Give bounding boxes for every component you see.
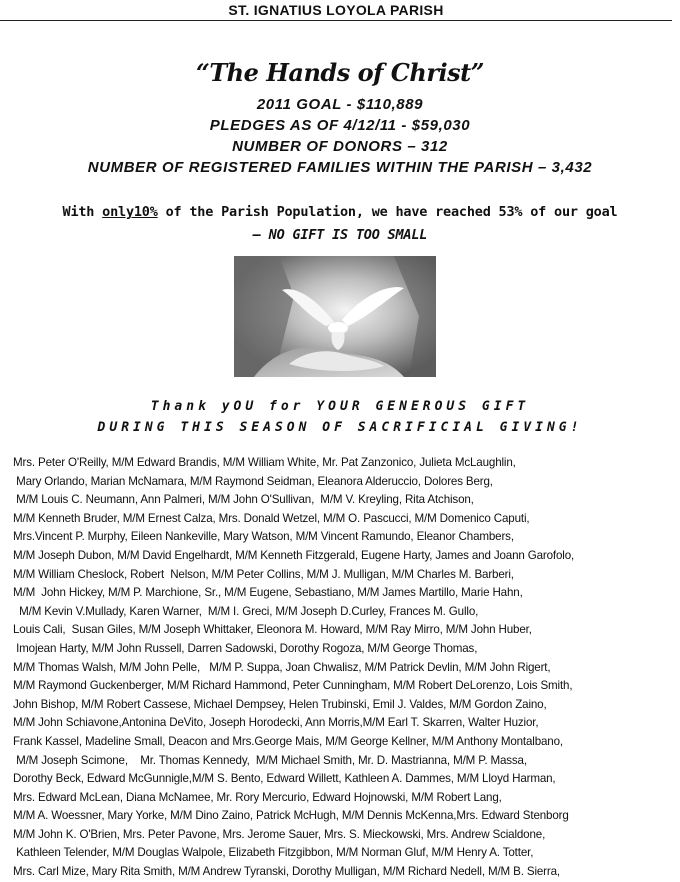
donor-line: Mary Orlando, Marian McNamara, M/M Raymond Seidman, Eleanora Alderuccio, Dolores Berg, [13,474,493,488]
donor-line: Kathleen Telender, M/M Douglas Walpole, Elizabeth Fitzgibbon, M/M Norman Gluf, M/M Henry A. Totter, [13,846,534,860]
donor-line: M/M Joseph Dubon, M/M David Engelhardt, M/M Kenneth Fitzgerald, Eugene Harty, James and Joann Garofolo, [13,548,575,562]
thank-you-line: Thank yOU for YOUR GENEROUS GIFT [150,399,530,414]
goal-line: 2011 GOAL - $110,889 [256,96,424,113]
donors-line: NUMBER OF DONORS – 312 [232,138,448,155]
donor-line: M/M Kevin V.Mullady, Karen Warner, M/M I. Greci, M/M Joseph D.Curley, Frances M. Gullo, [13,604,479,618]
thank-you-message [0,396,680,438]
dove-hands-graphic [234,256,436,377]
donor-line: Mrs.Vincent P. Murphy, Eileen Nankeville, Mary Watson, M/M Vincent Ramundo, Eleanor Chambers, [13,530,514,544]
reach-message [0,201,680,247]
donor-line: M/M Kenneth Bruder, M/M Ernest Calza, Mrs. Donald Wetzel, M/M O. Pascucci, M/M Domenico Caputi, [13,511,530,525]
donor-line: Frank Kassel, Madeline Small, Deacon and Mrs.George Mais, M/M George Kellner, M/M Anthony Montalbano, [13,734,563,748]
donor-line: M/M John Hickey, M/M P. Marchione, Sr., M/M Eugene, Sebastiano, M/M James Martillo, Marie Hahn, [13,586,523,600]
reach-suffix: of the Parish Population, we have reached 53% of our goal [157,204,618,220]
donor-line: Mrs. Carl Mize, Mary Rita Smith, M/M Andrew Tyranski, Dorothy Mulligan, M/M Richard Nedell, M/M B. Sierra, [13,865,560,879]
season-line: DURING THIS SEASON OF SACRIFICIAL GIVING! [97,420,583,435]
donor-line: Imojean Harty, M/M John Russell, Darren Sadowski, Dorothy Rogoza, M/M George Thomas, [13,641,478,655]
pledges-line: PLEDGES AS OF 4/12/11 - $59,030 [209,117,471,134]
donor-line: M/M Joseph Scimone, Mr. Thomas Kennedy, M/M Michael Smith, Mr. D. Mastrianna, M/M P. Massa, [13,753,527,767]
parish-name: ST. IGNATIUS LOYOLA PARISH [228,2,444,18]
families-line: NUMBER OF REGISTERED FAMILIES WITHIN THE PARISH – 3,432 [87,159,593,176]
no-gift-line: – NO GIFT IS TOO SMALL [252,227,428,243]
donor-line: Mrs. Peter O'Reilly, M/M Edward Brandis, M/M William White, Mr. Pat Zanzonico, Julieta McLaughlin, [13,456,516,469]
campaign-stats [0,94,680,178]
reach-line [0,201,680,224]
campaign-title: “The Hands of Christ” [196,58,484,87]
donor-line: M/M A. Woessner, Mary Yorke, M/M Dino Zaino, Patrick McHugh, M/M Dennis McKenna,Mrs. Edward Stenborg [13,809,569,823]
donor-line: Louis Cali, Susan Giles, M/M Joseph Whittaker, Eleonora M. Howard, M/M Ray Mirro, M/M John Huber, [13,623,532,637]
donor-line: M/M John K. O'Brien, Mrs. Peter Pavone, Mrs. Jerome Sauer, Mrs. S. Mieckowski, Mrs. Andrew Scialdone, [13,827,546,841]
donor-line: Dorothy Beck, Edward McGunnigle,M/M S. Bento, Edward Willett, Kathleen A. Dammes, M/M Lloyd Harman, [13,772,556,786]
parish-header [0,0,672,21]
donor-list [13,454,668,882]
reach-prefix: With [62,204,103,220]
donor-line: M/M Louis C. Neumann, Ann Palmeri, M/M John O'Sullivan, M/M V. Kreyling, Rita Atchison, [13,493,474,507]
donor-line: John Bishop, M/M Robert Cassese, Michael Dempsey, Helen Trubinski, Emil J. Valdes, M/M Gordon Zaino, [13,697,547,711]
donor-line: M/M Raymond Guckenberger, M/M Richard Hammond, Peter Cunningham, M/M Robert DeLorenzo, Lois Smith, [13,679,573,693]
dove-hands-image [234,256,436,377]
donor-line: Mrs. Edward McLean, Diana McNamee, Mr. Rory Mercurio, Edward Hojnowski, M/M Robert Lang, [13,790,502,804]
donor-line: M/M Thomas Walsh, M/M John Pelle, M/M P. Suppa, Joan Chwalisz, M/M Patrick Devlin, M/M John Rigert, [13,660,551,674]
donor-line: M/M William Cheslock, Robert Nelson, M/M Peter Collins, M/M J. Mulligan, M/M Charles M. Barberi, [13,567,514,581]
donor-line: M/M John Schiavone,Antonina DeVito, Joseph Horodecki, Ann Morris,M/M Earl T. Skarren, Walter Huzior, [13,716,539,730]
reach-percent: only10% [102,204,158,220]
